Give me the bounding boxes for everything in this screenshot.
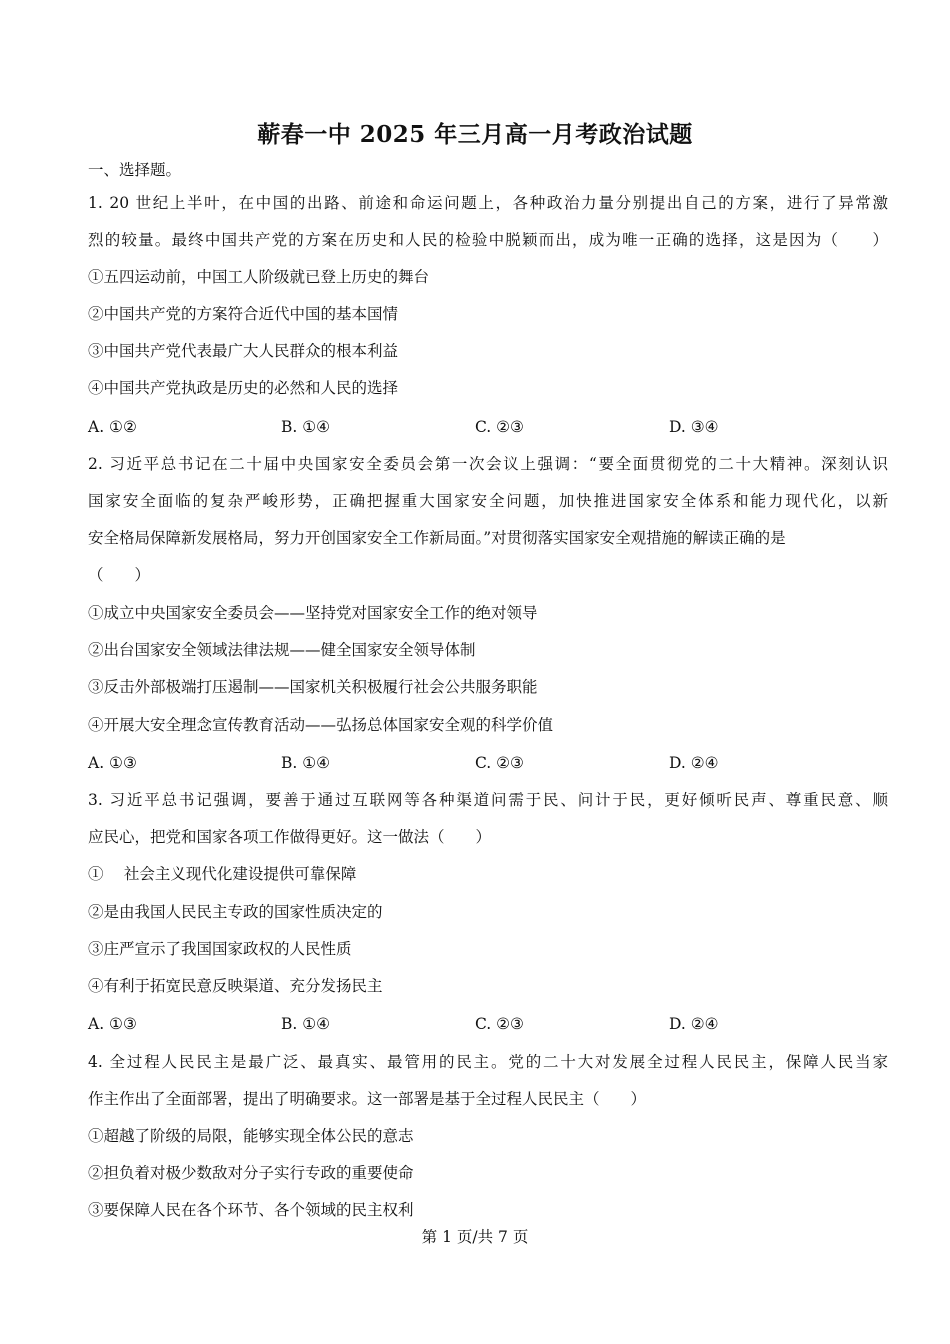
q2-stem-line-4: （ ）	[88, 566, 151, 584]
q3-item-1: ① 社会主义现代化建设提供可靠保障	[88, 865, 357, 883]
q3-option-c[interactable]: C. ②③	[475, 1015, 524, 1033]
q3-item-4: ④有利于拓宽民意反映渠道、充分发扬民主	[88, 977, 383, 995]
q3-option-b[interactable]: B. ①④	[281, 1015, 331, 1033]
q3-stem-line-1: 3. 习近平总书记强调，要善于通过互联网等各种渠道问需于民、问计于民，更好倾听民声、尊重民意、顺	[88, 791, 888, 809]
q1-item-1: ①五四运动前，中国工人阶级就已登上历史的舞台	[88, 268, 430, 286]
q3-item-3: ③庄严宣示了我国国家政权的人民性质	[88, 940, 352, 958]
q2-item-3: ③反击外部极端打压遏制——国家机关积极履行社会公共服务职能	[88, 678, 538, 696]
q2-stem-line-3: 安全格局保障新发展格局，努力开创国家安全工作新局面。”对贯彻落实国家安全观措施的解读正确的是	[88, 529, 786, 547]
q1-option-b[interactable]: B. ①④	[281, 418, 331, 436]
section-heading: 一、选择题。	[88, 161, 182, 179]
q4-item-1: ①超越了阶级的局限，能够实现全体公民的意志	[88, 1127, 414, 1145]
q2-stem-line-1: 2. 习近平总书记在二十届中央国家安全委员会第一次会议上强调：“要全面贯彻党的二十大精神。深刻认识	[88, 455, 888, 473]
q3-stem-line-2: 应民心，把党和国家各项工作做得更好。这一做法（ ）	[88, 828, 492, 846]
q1-item-4: ④中国共产党执政是历史的必然和人民的选择	[88, 379, 399, 397]
q1-option-c[interactable]: C. ②③	[475, 418, 524, 436]
q2-item-1: ①成立中央国家安全委员会——坚持党对国家安全工作的绝对领导	[88, 604, 538, 622]
q2-option-c[interactable]: C. ②③	[475, 754, 524, 772]
q4-item-3: ③要保障人民在各个环节、各个领域的民主权利	[88, 1201, 414, 1219]
q4-stem-line-1: 4. 全过程人民民主是最广泛、最真实、最管用的民主。党的二十大对发展全过程人民民主，保障人民当家	[88, 1053, 888, 1071]
q1-option-a[interactable]: A. ①②	[88, 418, 137, 436]
q1-item-2: ②中国共产党的方案符合近代中国的基本国情	[88, 305, 399, 323]
q3-option-a[interactable]: A. ①③	[88, 1015, 137, 1033]
q2-option-d[interactable]: D. ②④	[669, 754, 719, 772]
q3-item-2: ②是由我国人民民主专政的国家性质决定的	[88, 903, 383, 921]
q1-item-3: ③中国共产党代表最广大人民群众的根本利益	[88, 342, 399, 360]
page-title: 蕲春一中 2025 年三月高一月考政治试题	[257, 121, 693, 148]
q4-stem-line-2: 作主作出了全面部署，提出了明确要求。这一部署是基于全过程人民民主（ ）	[88, 1090, 647, 1108]
q1-option-d[interactable]: D. ③④	[669, 418, 719, 436]
q2-item-2: ②出台国家安全领域法律法规——健全国家安全领导体制	[88, 641, 476, 659]
q1-stem-line-2: 烈的较量。最终中国共产党的方案在历史和人民的检验中脱颖而出，成为唯一正确的选择，这是因为（ ）	[88, 231, 888, 249]
q2-stem-line-2: 国家安全面临的复杂严峻形势，正确把握重大国家安全问题，加快推进国家安全体系和能力现代化，以新	[88, 492, 888, 510]
q1-stem-line-1: 1. 20 世纪上半叶，在中国的出路、前途和命运问题上，各种政治力量分别提出自己的方案，进行了异常激	[88, 194, 888, 212]
q2-item-4: ④开展大安全理念宣传教育活动——弘扬总体国家安全观的科学价值	[88, 716, 554, 734]
page-footer: 第 1 页/共 7 页	[421, 1228, 529, 1246]
q4-item-2: ②担负着对极少数敌对分子实行专政的重要使命	[88, 1164, 414, 1182]
q2-option-a[interactable]: A. ①③	[88, 754, 137, 772]
q2-option-b[interactable]: B. ①④	[281, 754, 331, 772]
q3-option-d[interactable]: D. ②④	[669, 1015, 719, 1033]
